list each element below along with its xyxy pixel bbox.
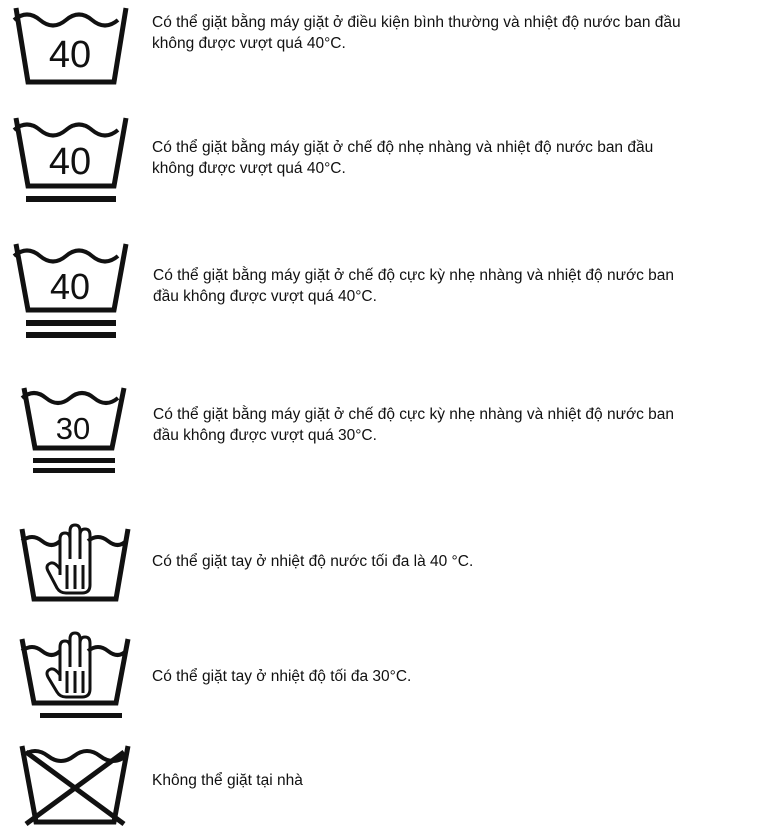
description-line: Có thể giặt bằng máy giặt ở chế độ nhẹ nhàng và nhiệt độ nước ban đầu — [152, 139, 654, 156]
gentle-bar — [26, 320, 116, 326]
care-description — [152, 137, 752, 179]
description-line: đầu không được vượt quá 40°C. — [153, 288, 377, 305]
description-line: Không thể giặt tại nhà — [152, 772, 303, 789]
wash-temperature: 40 — [49, 266, 91, 307]
care-description — [153, 265, 753, 307]
description-line: Có thể giặt tay ở nhiệt độ tối đa 30°C. — [152, 668, 412, 685]
care-description — [152, 12, 752, 54]
description-line: Có thể giặt bằng máy giặt ở chế độ cực kỳ nhẹ nhàng và nhiệt độ nước ban — [153, 406, 675, 423]
description-line: đầu không được vượt quá 30°C. — [153, 427, 377, 444]
description-line: không được vượt quá 40°C. — [152, 35, 346, 52]
care-description — [152, 770, 752, 791]
gentle-bar — [26, 332, 116, 338]
hand-shape — [47, 633, 90, 697]
care-description — [152, 666, 752, 687]
do-not-wash-icon — [0, 738, 140, 832]
machine-wash-gentle-40-icon — [0, 110, 140, 210]
description-line: Có thể giặt tay ở nhiệt độ nước tối đa là 40 °C. — [152, 553, 474, 570]
hand-wash-40-icon — [0, 515, 140, 615]
wash-temperature: 40 — [48, 141, 92, 183]
hand-shape — [47, 525, 90, 593]
hand-wash-30-icon — [0, 625, 140, 725]
description-line: Có thể giặt bằng máy giặt ở chế độ cực kỳ nhẹ nhàng và nhiệt độ nước ban — [153, 267, 675, 284]
machine-wash-very-gentle-30-icon — [0, 380, 140, 480]
description-line: Có thể giặt bằng máy giặt ở điều kiện bình thường và nhiệt độ nước ban đầu — [152, 14, 681, 31]
gentle-bar — [40, 713, 122, 718]
care-description — [152, 551, 752, 572]
gentle-bar — [33, 458, 115, 463]
wash-temperature: 40 — [48, 34, 92, 76]
machine-wash-normal-40-icon — [0, 0, 140, 100]
wash-temperature: 30 — [55, 411, 91, 446]
description-line: không được vượt quá 40°C. — [152, 160, 346, 177]
gentle-bar — [26, 196, 116, 202]
cross-out — [26, 752, 124, 824]
machine-wash-very-gentle-40-icon — [0, 236, 140, 346]
care-description — [153, 404, 753, 446]
gentle-bar — [33, 468, 115, 473]
